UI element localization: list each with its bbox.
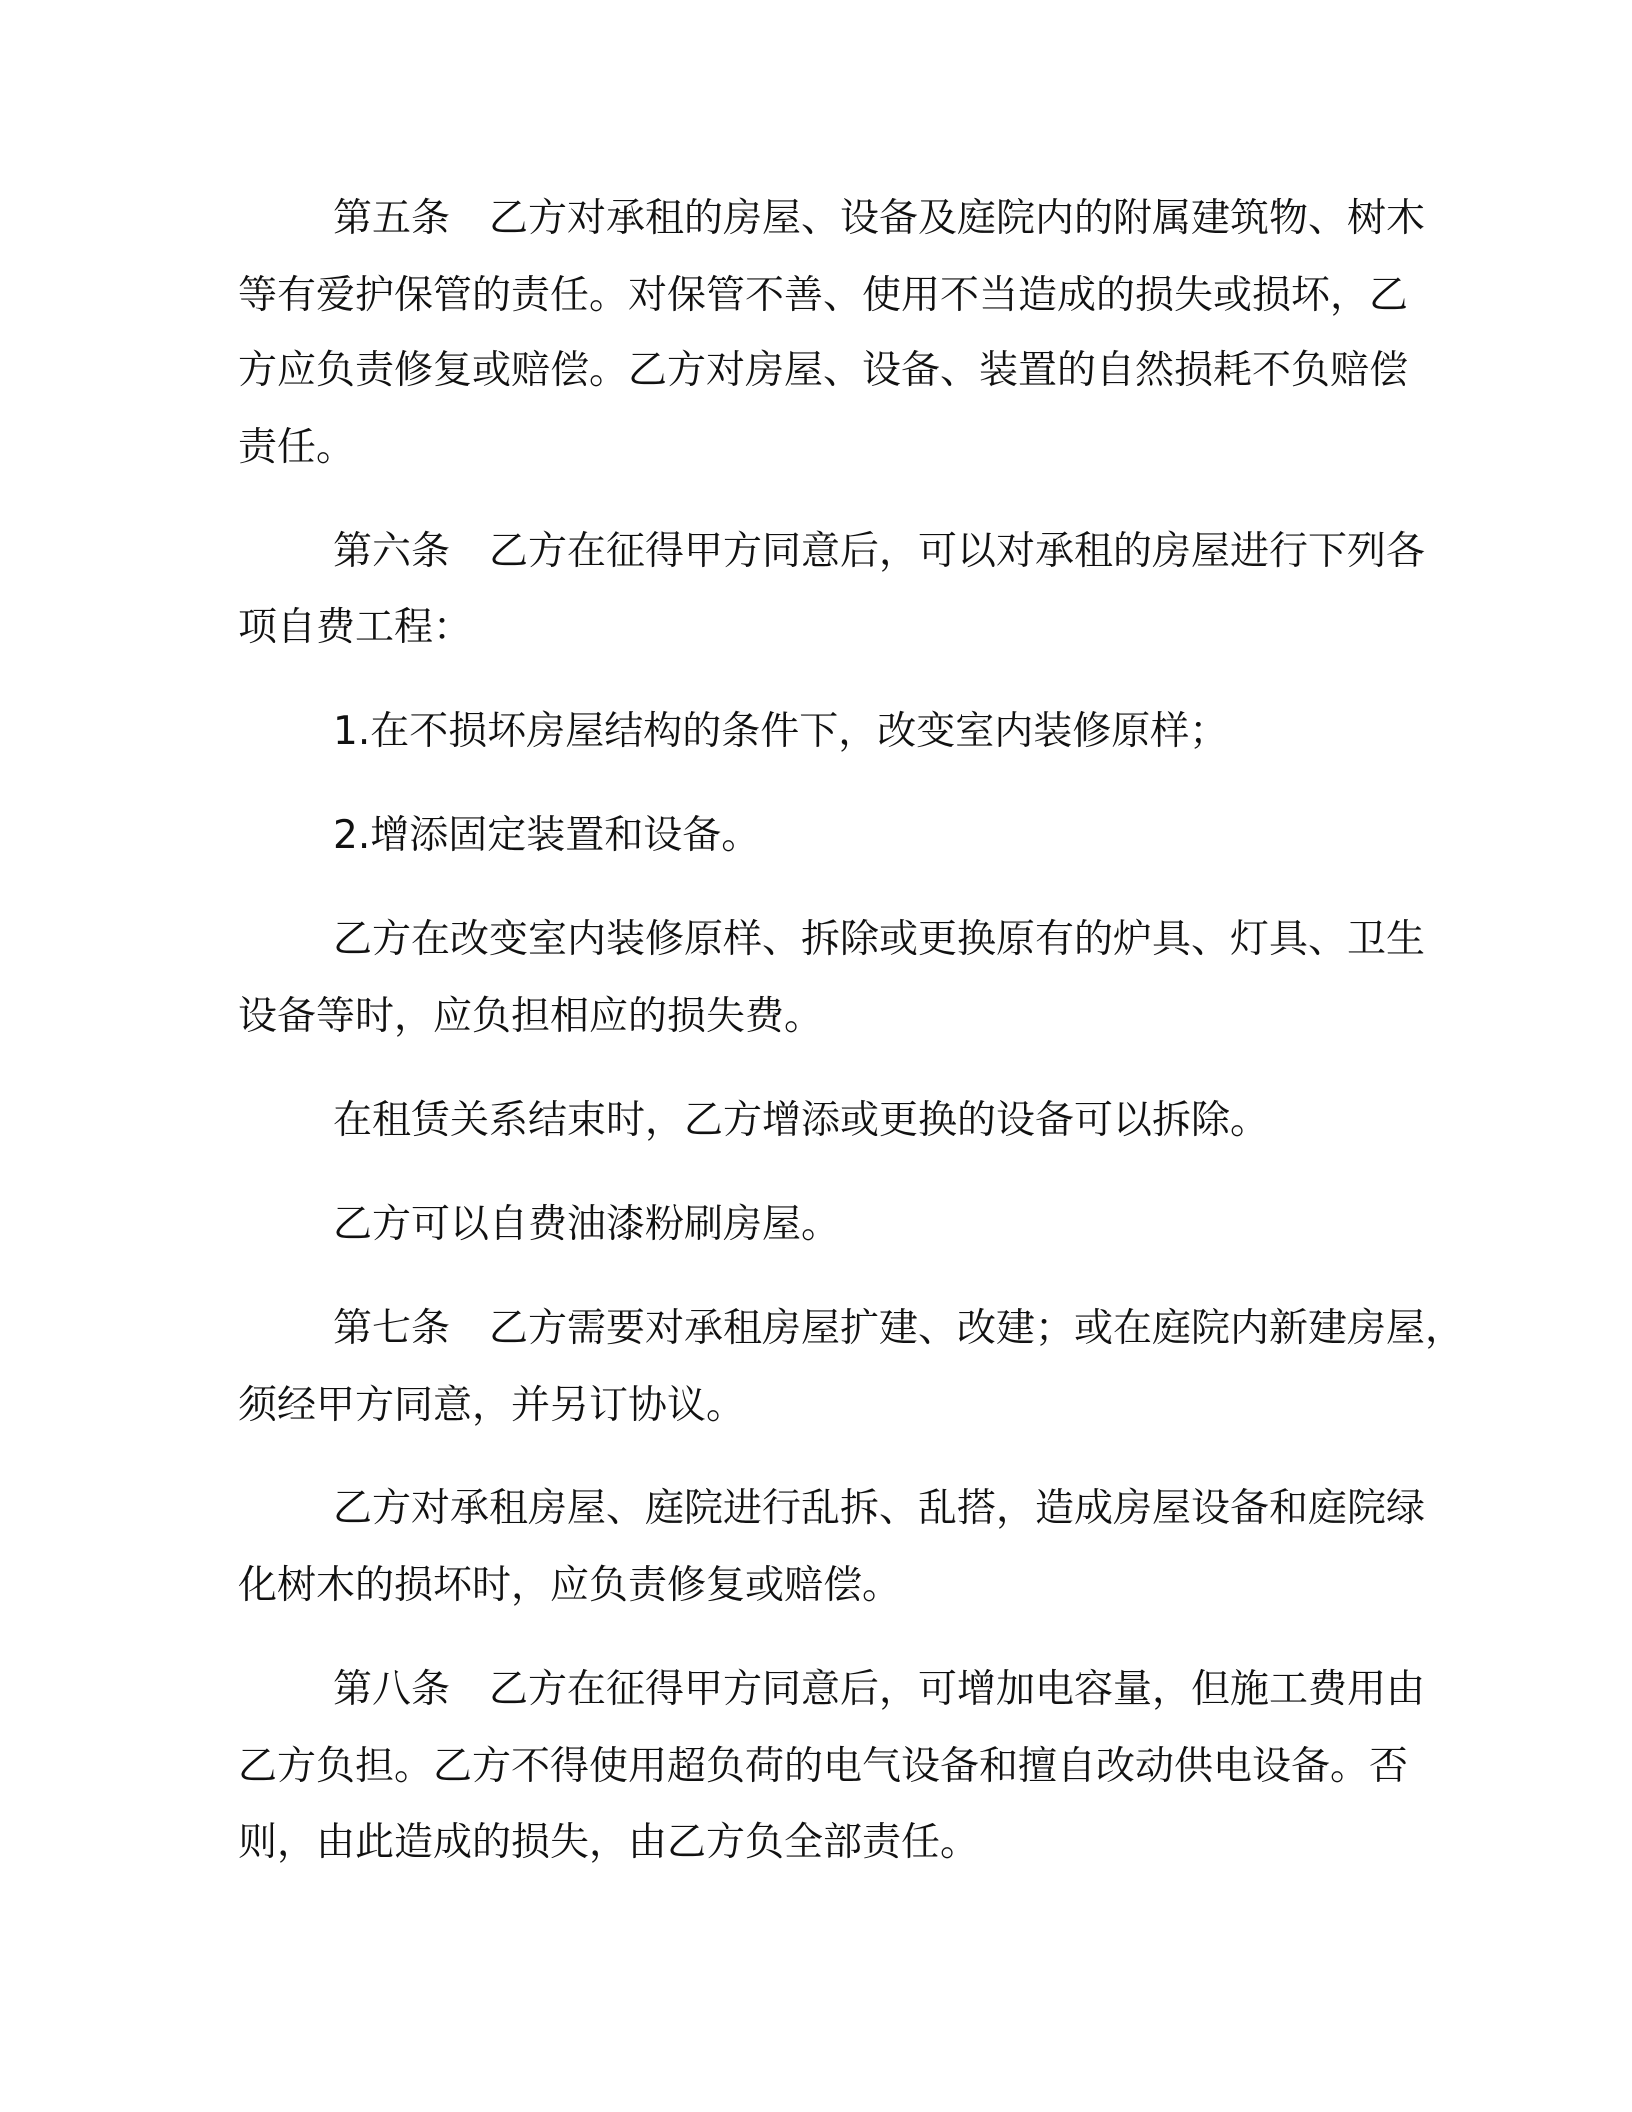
article-8-line-3: 则，由此造成的损失，由乙方负全部责任。 xyxy=(238,1820,980,1865)
article-5-line-2: 等有爱护保管的责任。对保管不善、使用不当造成的损失或损坏，乙 xyxy=(238,273,1409,318)
article-5-line-1: 第五条 乙方对承租的房屋、设备及庭院内的附属建筑物、树木 xyxy=(333,196,1426,241)
paragraph-line-2: 化树木的损坏时，应负责修复或赔偿。 xyxy=(238,1563,902,1608)
paragraph-line: 在租赁关系结束时，乙方增添或更换的设备可以拆除。 xyxy=(333,1098,1270,1143)
article-5-line-4: 责任。 xyxy=(238,425,356,470)
article-6-item-1: 1.在不损坏房屋结构的条件下，改变室内装修原样； xyxy=(333,709,1229,754)
article-7-line-2: 须经甲方同意，并另订协议。 xyxy=(238,1383,746,1428)
article-6-item-2: 2.增添固定装置和设备。 xyxy=(333,813,761,858)
paragraph-line-1: 乙方对承租房屋、庭院进行乱拆、乱搭，造成房屋设备和庭院绿 xyxy=(333,1486,1426,1531)
article-8-line-1: 第八条 乙方在征得甲方同意后，可增加电容量，但施工费用由 xyxy=(333,1667,1426,1712)
article-8-line-2: 乙方负担。乙方不得使用超负荷的电气设备和擅自改动供电设备。否 xyxy=(238,1744,1409,1789)
article-5-line-3: 方应负责修复或赔偿。乙方对房屋、设备、装置的自然损耗不负赔偿 xyxy=(238,348,1409,393)
paragraph-line-2: 设备等时，应负担相应的损失费。 xyxy=(238,994,824,1039)
paragraph-line-1: 乙方在改变室内装修原样、拆除或更换原有的炉具、灯具、卫生 xyxy=(333,917,1426,962)
article-6-line-1: 第六条 乙方在征得甲方同意后，可以对承租的房屋进行下列各 xyxy=(333,529,1426,574)
article-6-line-2: 项自费工程： xyxy=(238,605,473,650)
article-7-line-1: 第七条 乙方需要对承租房屋扩建、改建；或在庭院内新建房屋， xyxy=(333,1306,1465,1351)
paragraph-line: 乙方可以自费油漆粉刷房屋。 xyxy=(333,1202,841,1247)
